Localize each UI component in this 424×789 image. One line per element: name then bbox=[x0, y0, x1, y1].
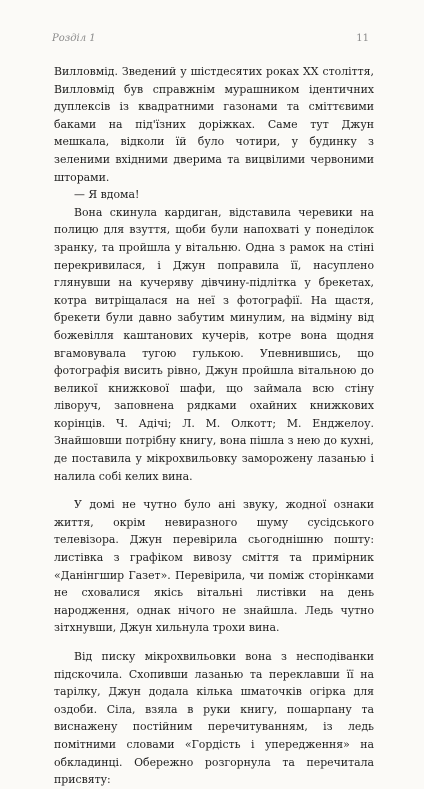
paragraph: Вона скинула кардиган, відставила черевики на полицю для взуття, щоби були напохваті у понеділок зранку, та пройшла у вітальню. Одна з рамок на стіні перекривилася, і Джун поправила її, насуплено глянувши на кучеряву дівчину-підлітка у брекетах, котра витріщалася на неї з фотографії. На щастя, брекети були давно забутим минулим, на відміну від божевілля каштанових кучерів, котре вона щодня вгамовувала тугою гулькою. Упевнившись, що фотографія висить рівно, Джун пройшла вітальною до великої книжкової шафи, що займала всю стіну ліворуч, заповнена рядками охайних книжкових корінців. Ч. Адічі; Л. М. Олкотт; М. Енджелоу. Знайшовши потрібну книгу, вона пішла з нею до кухні, де поставила у мікрохвильовку заморожену лазанью і налила собі келих вина. bbox=[54, 205, 374, 483]
paragraph: У домі не чутно було ані звуку, жодної ознаки життя, окрім невиразного шуму сусідського телевізора. Джун перевірила сьогоднішню пошту: листівка з графіком вивозу сміття та примірник «Данінгшир Газет». Перевірила, чи поміж сторінками не сховалися якісь вітальні листівки на день народження, однак нічого не знайшла. Ледь чутно зітхнувши, Джун хильнула трохи вина. bbox=[54, 498, 374, 635]
paragraph: Від писку мікрохвильовки вона з несподіванки підскочила. Схопивши лазанью та переклавши її на тарілку, Джун додала кілька шматочків огірка для оздоби. Сіла, взяла в руки книгу, пошарпану та виснажену постійним перечитуванням, із ледь помітними словами «Гордість і упередження» на обкладинці. Обережно розгорнула та перечитала присвяту: bbox=[54, 650, 374, 787]
chapter-title: Розділ 1 bbox=[52, 33, 96, 44]
paragraph: — Я вдома! bbox=[74, 188, 140, 202]
paragraph: Вилловмід. Зведений у шістдесятих роках ХХ століття, Вилловмід був справжнім мурашником ідентичних дуплексів із квадратними газонами та сміттєвими баками на під'їзних доріжках. Саме тут Джун мешкала, відколи їй було чотири, у будинку з зеленими вхідними дверима та вицвілими червоними шторами. bbox=[54, 65, 374, 184]
body-text bbox=[54, 63, 374, 789]
page-number: 11 bbox=[356, 33, 369, 44]
